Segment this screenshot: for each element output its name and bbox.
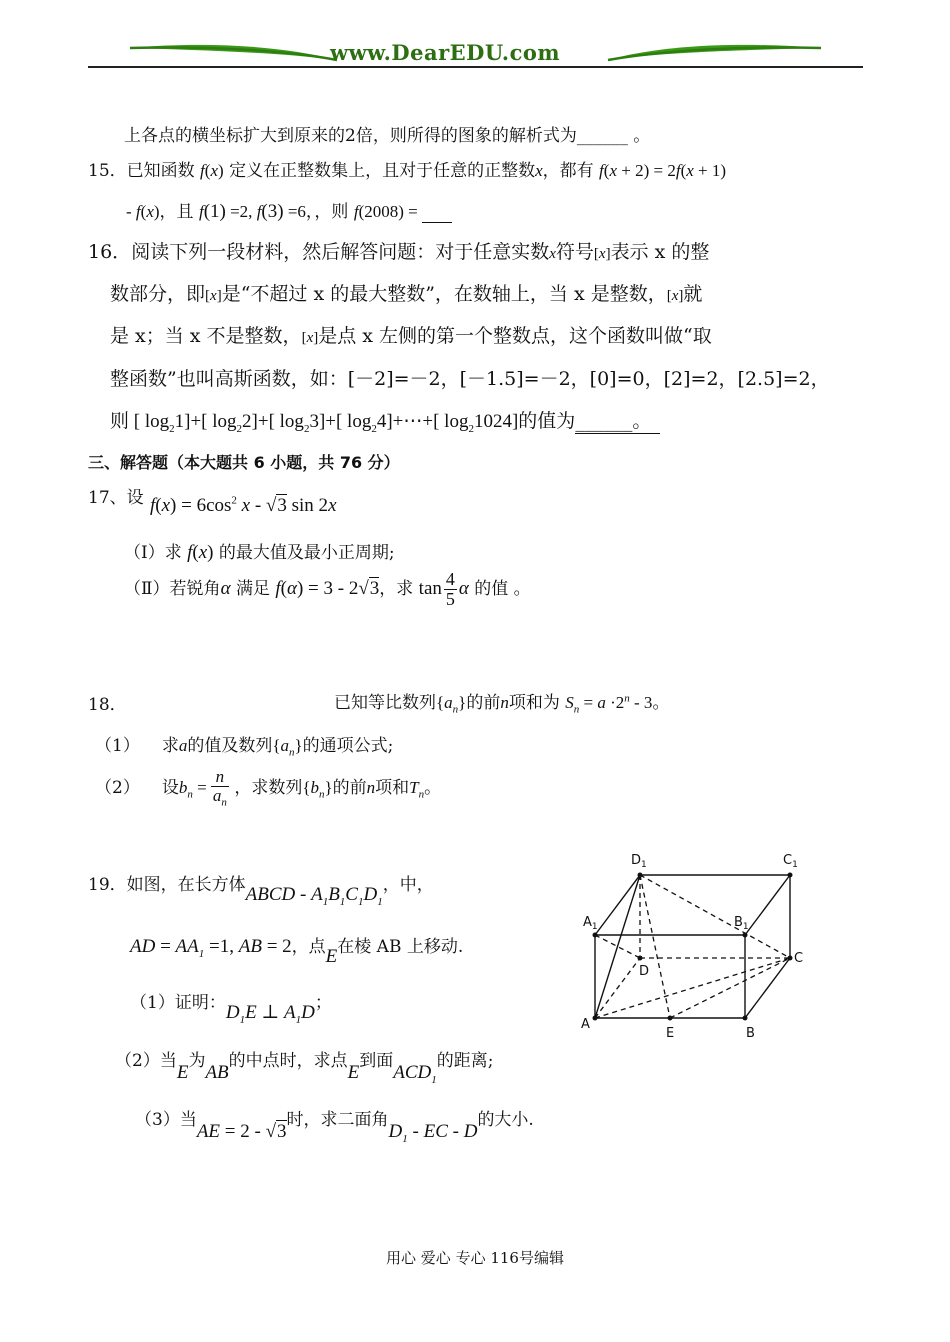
header-swoosh-left — [125, 38, 340, 68]
edge-AD1 — [595, 875, 640, 1018]
label-C: C — [794, 951, 804, 966]
problem-18-q2: （2） 设$b_n$ = $\frac{n}{a_n}$ ，求数列$\{b_n\}$的前n项和$T_n$。 — [95, 767, 442, 809]
site-logo[interactable]: www.DearEDU.com — [330, 40, 561, 65]
problem-17-formula: $f(x) = 6\cos^2$ x - √3 sin 2x — [150, 494, 337, 516]
problem-16-line4: 整函数”也叫高斯函数，如：[－2]=－2，[－1.5]=－2，[0]=0，[2]=2，[2.5]=2， — [110, 368, 830, 390]
p14-continuation: 上各点的横坐标扩大到原来的2倍，则所得的图象的解析式为______ 。 — [124, 126, 651, 146]
edge-C1B1 — [745, 875, 790, 935]
problem-19-q1: （1）证明：$D_1E$ ⊥ $A_1D$； — [130, 993, 332, 1026]
problem-16-line2: 数部分，即[x]是“不超过 x 的最大整数”，在数轴上，当 x 是整数，[x]就 — [110, 283, 703, 305]
problem-19-line1: 19．如图，在长方体ABCD - $A_1B_1C_1D_1$，中， — [88, 875, 434, 908]
problem-18-q1: （1） 求a的值及数列$\{a_n\}$的通项公式; — [95, 736, 394, 759]
seg-EC — [670, 958, 790, 1018]
label-B: B — [746, 1026, 755, 1041]
label-A: A — [581, 1017, 590, 1032]
header-swoosh-right — [605, 38, 825, 68]
edge-AD — [595, 958, 640, 1018]
problem-16-line5: 则 [ $\log_21]+$[ $\log_22]+$[ $\log_23]+$[ $\log_24]+\cdots+$[ $\log_21024$]的值为______。 — [110, 406, 660, 435]
seg-D1C — [640, 875, 790, 958]
problem-19-q3: （3）当AE = 2 - √3时，求二面角$D_1$ - EC - D的大小. — [135, 1110, 534, 1145]
cuboid-figure — [575, 848, 815, 1048]
label-E: E — [666, 1026, 675, 1041]
problem-17-q2: （Ⅱ）若锐角α 满足 f(α) = 3 - 2√3，求 tan $\frac{4}{5}$ α 的值 。 — [124, 569, 531, 609]
edge-BC — [745, 958, 790, 1018]
label-C1: $C_1$ — [783, 853, 798, 870]
problem-17-q1: （Ⅰ）求 f(x) 的最大值及最小正周期; — [124, 542, 395, 563]
problem-19-q2: （2）当E为AB的中点时，求点E到面$ACD_1$的距离; — [115, 1051, 494, 1086]
label-A1: $A_1$ — [583, 915, 598, 932]
label-B1: $B_1$ — [734, 915, 749, 932]
label-D1: $D_1$ — [631, 853, 647, 870]
label-D: D — [639, 964, 650, 979]
header-rule — [88, 66, 863, 68]
page-footer: 用心 爱心 专心 116号编辑 — [386, 1249, 564, 1267]
problem-16-line1: 16．阅读下列一段材料，然后解答问题：对于任意实数x符号[x]表示 x 的整 — [88, 241, 710, 263]
problem-18-stem: 已知等比数列$\{a_n\}$的前n项和为 $S_n = a \cdot 2^n - 3$。 — [334, 692, 670, 716]
problem-19-line2: AD = $AA_1 =1$, AB = 2，点E在棱 AB 上移动. — [130, 936, 464, 967]
section-3-title: 三、解答题（本大题共 6 小题，共 76 分） — [88, 453, 400, 472]
problem-16-line3: 是 x；当 x 不是整数，[x]是点 x 左侧的第一个整数点，这个函数叫做“取 — [110, 325, 712, 347]
problem-18-number: 18． — [88, 695, 127, 715]
problem-15-line1: 15．已知函数 f(x) 定义在正整数集上，且对于任意的正整数x，都有 f(x + 2) = 2f(x + 1) — [88, 161, 727, 181]
seg-AC — [595, 958, 790, 1018]
problem-15-line2: - f(x)，且 f(1) =2, f(3) =6，，则 f(2008) = — [126, 197, 452, 223]
problem-17-number: 17、设 — [88, 488, 144, 508]
edge-A1D1 — [595, 875, 640, 935]
